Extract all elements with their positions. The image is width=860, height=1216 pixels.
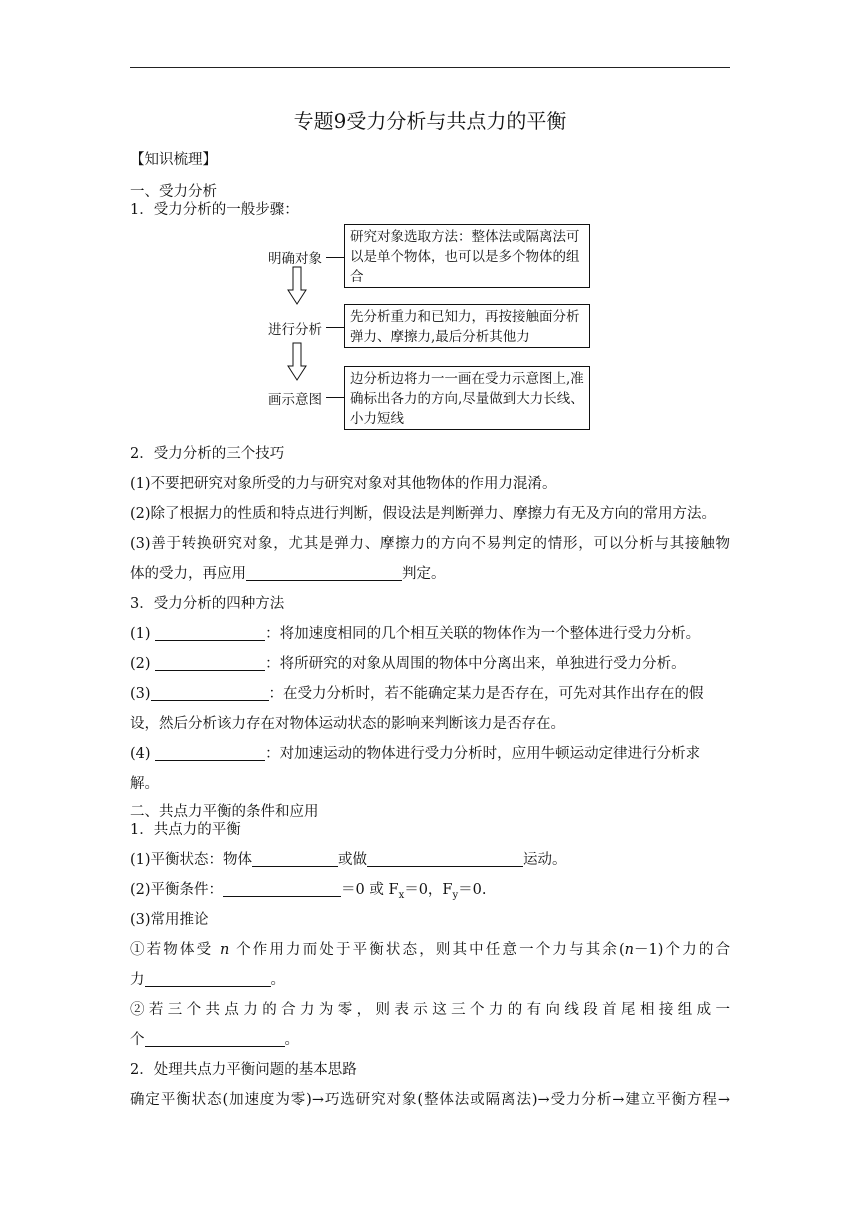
section-header: 【知识梳理】 <box>130 152 217 168</box>
text: ＝0 或 F <box>341 882 399 898</box>
corollary-1-line1 <box>130 938 730 959</box>
text: ：将所研究的对象从周围的物体中分离出来，单独进行受力分析。 <box>265 656 686 672</box>
part1-heading: 一、受力分析 <box>130 184 217 200</box>
flow-box: 先分析重力和已知力，再按接触面分析弹力、摩擦力,最后分析其他力 <box>344 304 590 348</box>
tip-3-line2 <box>130 562 446 583</box>
flow-connector <box>326 327 344 328</box>
variable: n <box>624 942 635 958</box>
text: ：将加速度相同的几个相互关联的物体作为一个整体进行受力分析。 <box>265 626 701 642</box>
subscript: x <box>398 889 405 901</box>
part1-item3: 3．受力分析的四种方法 <box>130 596 285 612</box>
page-title: 专题9受力分析与共点力的平衡 <box>293 109 567 133</box>
fill-blank <box>151 684 269 701</box>
text: 或做 <box>338 852 368 868</box>
flow-step-label: 画示意图 <box>268 392 322 408</box>
corollary-2-line2 <box>130 1028 299 1049</box>
part2-item2: 2．处理共点力平衡问题的基本思路 <box>130 1062 357 1078</box>
fill-blank <box>145 1030 285 1047</box>
text: (1)平衡状态：物体 <box>130 852 253 868</box>
down-arrow-icon <box>287 266 307 306</box>
text: 个作用力而处于平衡状态，则其中任意一个力与其余( <box>229 942 625 958</box>
statement-3: (3)常用推论 <box>130 912 209 928</box>
corollary-1-line2 <box>130 968 285 989</box>
tip-2: (2)除了根据力的性质和特点进行判断，假设法是判断弹力、摩擦力有无及方向的常用方法。 <box>130 506 717 522</box>
text: ＝0. <box>458 882 487 898</box>
text: 运动。 <box>523 852 567 868</box>
part1-item2: 2．受力分析的三个技巧 <box>130 446 285 462</box>
fill-blank <box>367 850 523 867</box>
fill-blank <box>155 744 265 761</box>
fill-blank <box>252 850 338 867</box>
method-3-cont: 设，然后分析该力存在对物体运动状态的影响来判断该力是否存在。 <box>130 716 565 732</box>
text: (1) <box>130 626 156 642</box>
method-4-cont: 解。 <box>130 776 159 792</box>
text: 力 <box>130 972 145 988</box>
text: 体的受力，再应用 <box>130 566 246 582</box>
text: (2) <box>130 656 156 672</box>
header-rule <box>130 67 730 68</box>
corollary-2-line1: ②若三个共点力的合力为零，则表示这三个力的有向线段首尾相接组成一 <box>130 1002 730 1018</box>
method-3 <box>130 682 704 703</box>
flow-connector <box>326 397 344 398</box>
method-2 <box>130 652 686 673</box>
part2-heading: 二、共点力平衡的条件和应用 <box>130 804 319 820</box>
text: ：对加速运动的物体进行受力分析时，应用牛顿运动定律进行分析求 <box>265 746 701 762</box>
text: 。 <box>270 972 285 988</box>
text: 。 <box>284 1032 299 1048</box>
fill-blank <box>155 654 265 671</box>
text: －1)个力的合 <box>634 942 730 958</box>
flow-box: 研究对象选取方法：整体法或隔离法可以是单个物体，也可以是多个物体的组合 <box>344 224 590 288</box>
statement-2 <box>130 878 487 901</box>
tip-1: (1)不要把研究对象所受的力与研究对象对其他物体的作用力混淆。 <box>130 476 557 492</box>
down-arrow-icon <box>287 342 307 382</box>
fill-blank <box>155 624 265 641</box>
method-1 <box>130 622 700 643</box>
approach-text: 确定平衡状态(加速度为零)→巧选研究对象(整体法或隔离法)→受力分析→建立平衡方程→ <box>130 1092 730 1108</box>
text: 判定。 <box>402 566 446 582</box>
statement-1 <box>130 848 567 869</box>
fill-blank <box>223 880 341 897</box>
method-4 <box>130 742 700 763</box>
subscript: y <box>452 889 459 901</box>
text: (2)平衡条件： <box>130 882 224 898</box>
variable: n <box>220 942 230 958</box>
fill-blank <box>246 564 402 581</box>
text: ①若物体受 <box>130 942 220 958</box>
text: (3) <box>130 686 151 702</box>
part1-item1: 1．受力分析的一般步骤： <box>130 202 299 218</box>
tip-3-line1: (3)善于转换研究对象，尤其是弹力、摩擦力的方向不易判定的情形，可以分析与其接触物 <box>130 536 730 552</box>
part2-item1: 1．共点力的平衡 <box>130 822 241 838</box>
flow-box: 边分析边将力一一画在受力示意图上,准确标出各力的方向,尽量做到大力长线、小力短线 <box>344 366 590 430</box>
text: (4) <box>130 746 156 762</box>
text: ：在受力分析时，若不能确定某力是否存在，可先对其作出存在的假 <box>268 686 704 702</box>
fill-blank <box>145 970 271 987</box>
text: 个 <box>130 1032 145 1048</box>
flow-step-label: 明确对象 <box>268 251 322 267</box>
flow-connector <box>326 257 344 258</box>
text: ＝0，F <box>404 882 453 898</box>
flow-step-label: 进行分析 <box>268 322 322 338</box>
